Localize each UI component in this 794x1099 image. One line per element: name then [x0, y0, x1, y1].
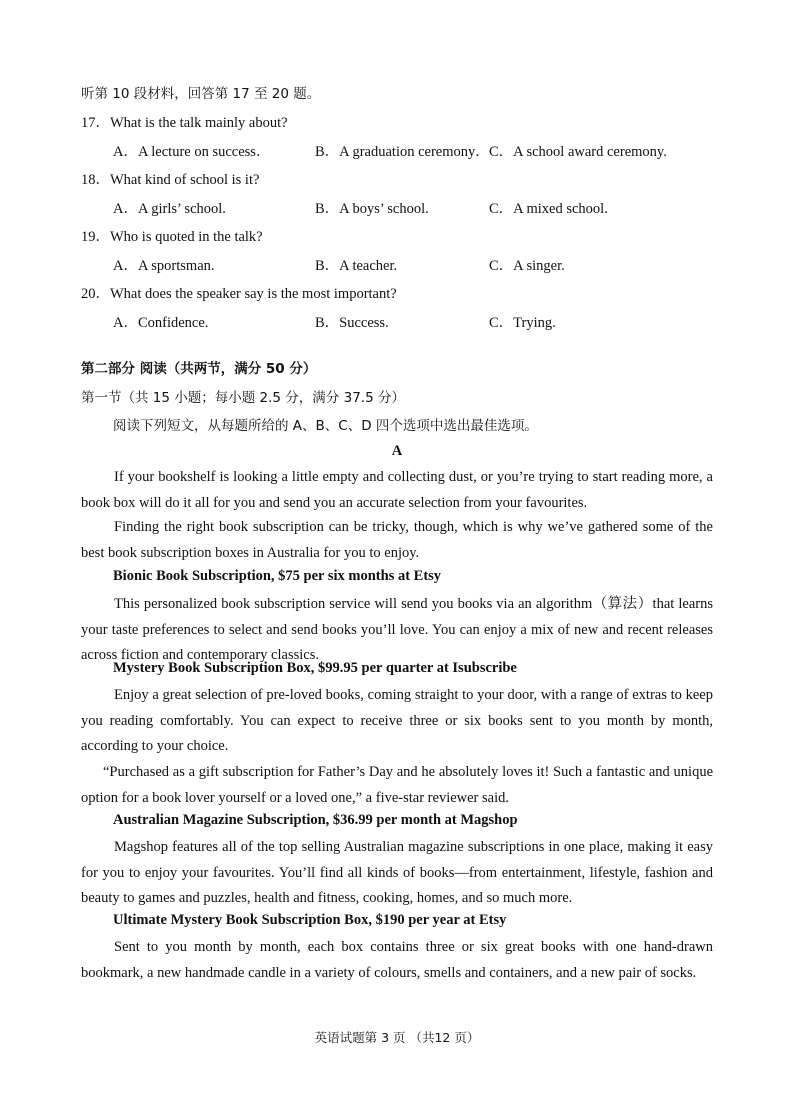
- question-text: What does the speaker say is the most important?: [110, 286, 397, 302]
- option-19-b: B．A teacher.: [315, 258, 398, 274]
- option-19-a: A．A sportsman.: [113, 258, 215, 274]
- question-17: [81, 111, 288, 132]
- question-number: 19．: [81, 229, 110, 245]
- question-20: [81, 282, 397, 303]
- question-number: 18．: [81, 172, 110, 188]
- item-1-body: This personalized book subscription service will send you books via an algorithm（算法）that learns your taste preferences to select and send books you’ll love. You can enjoy a mix of new and recent releases across fiction and contemporary classics.: [81, 596, 713, 663]
- question-text: Who is quoted in the talk?: [110, 229, 263, 245]
- question-text: What is the talk mainly about?: [110, 115, 288, 131]
- question-number: 17．: [81, 115, 110, 131]
- option-20-b: B．Success.: [315, 315, 389, 331]
- option-17-b: B．A graduation ceremony．: [315, 144, 490, 160]
- option-18-a: A．A girls’ school.: [113, 201, 226, 217]
- passage-paragraph-1: If your bookshelf is looking a little empty and collecting dust, or you’re trying to start reading more, a book box will do it all for you and send you an accurate selection from your favourites.: [81, 469, 713, 511]
- passage-paragraph-2: Finding the right book subscription can be tricky, though, which is why we’ve gathered some of the best book subscription boxes in Australia for you to enjoy.: [81, 519, 713, 561]
- section-title: 第一节（共 15 小题；每小题 2.5 分，满分 37.5 分）: [81, 390, 405, 406]
- item-4-title: Ultimate Mystery Book Subscription Box, $190 per year at Etsy: [113, 912, 507, 928]
- option-17-c: C．A school award ceremony.: [489, 144, 667, 160]
- item-2-quote: “Purchased as a gift subscription for Father’s Day and he absolutely loves it! Such a fantastic and unique option for a book lover yourself or a loved one,” a five-star reviewer said.: [81, 764, 713, 806]
- item-4-body: Sent to you month by month, each box contains three or six great books with one hand-drawn bookmark, a new handmade candle in a variety of colours, smells and containers, and a new pair of socks.: [81, 939, 713, 981]
- option-20-a: A．Confidence.: [113, 315, 209, 331]
- option-18-c: C．A mixed school.: [489, 201, 608, 217]
- question-18: [81, 168, 259, 189]
- item-3-body: Magshop features all of the top selling Australian magazine subscriptions in one place, making it easy for you to enjoy your favourites. You’ll find all kinds of books—from entertainment, lifestyle, fashion and beauty to games and puzzles, health and fitness, cooking, homes, and so much more.: [81, 839, 713, 906]
- reading-instruction: 阅读下列短文，从每题所给的 A、B、C、D 四个选项中选出最佳选项。: [113, 418, 538, 434]
- passage-label: A: [391, 443, 403, 459]
- question-number: 20．: [81, 286, 110, 302]
- option-20-c: C．Trying.: [489, 315, 556, 331]
- option-17-a: A．A lecture on success．: [113, 144, 271, 160]
- option-18-b: B．A boys’ school.: [315, 201, 429, 217]
- item-3-title: Australian Magazine Subscription, $36.99 per month at Magshop: [113, 812, 518, 828]
- item-1-title: Bionic Book Subscription, $75 per six months at Etsy: [113, 568, 442, 584]
- question-19: [81, 225, 263, 246]
- item-2-body: Enjoy a great selection of pre-loved books, coming straight to your door, with a range of extras to keep you reading comfortably. You can expect to receive three or six books sent to you month by month, according to your choice.: [81, 687, 713, 754]
- question-text: What kind of school is it?: [110, 172, 260, 188]
- listening-intro: 听第 10 段材料，回答第 17 至 20 题。: [81, 86, 321, 102]
- page-footer: 英语试题第 3 页 （共12 页）: [314, 1030, 480, 1045]
- part-title: 第二部分 阅读（共两节，满分 50 分）: [81, 361, 317, 377]
- option-19-c: C．A singer.: [489, 258, 565, 274]
- item-2-title: Mystery Book Subscription Box, $99.95 per quarter at Isubscribe: [113, 660, 517, 676]
